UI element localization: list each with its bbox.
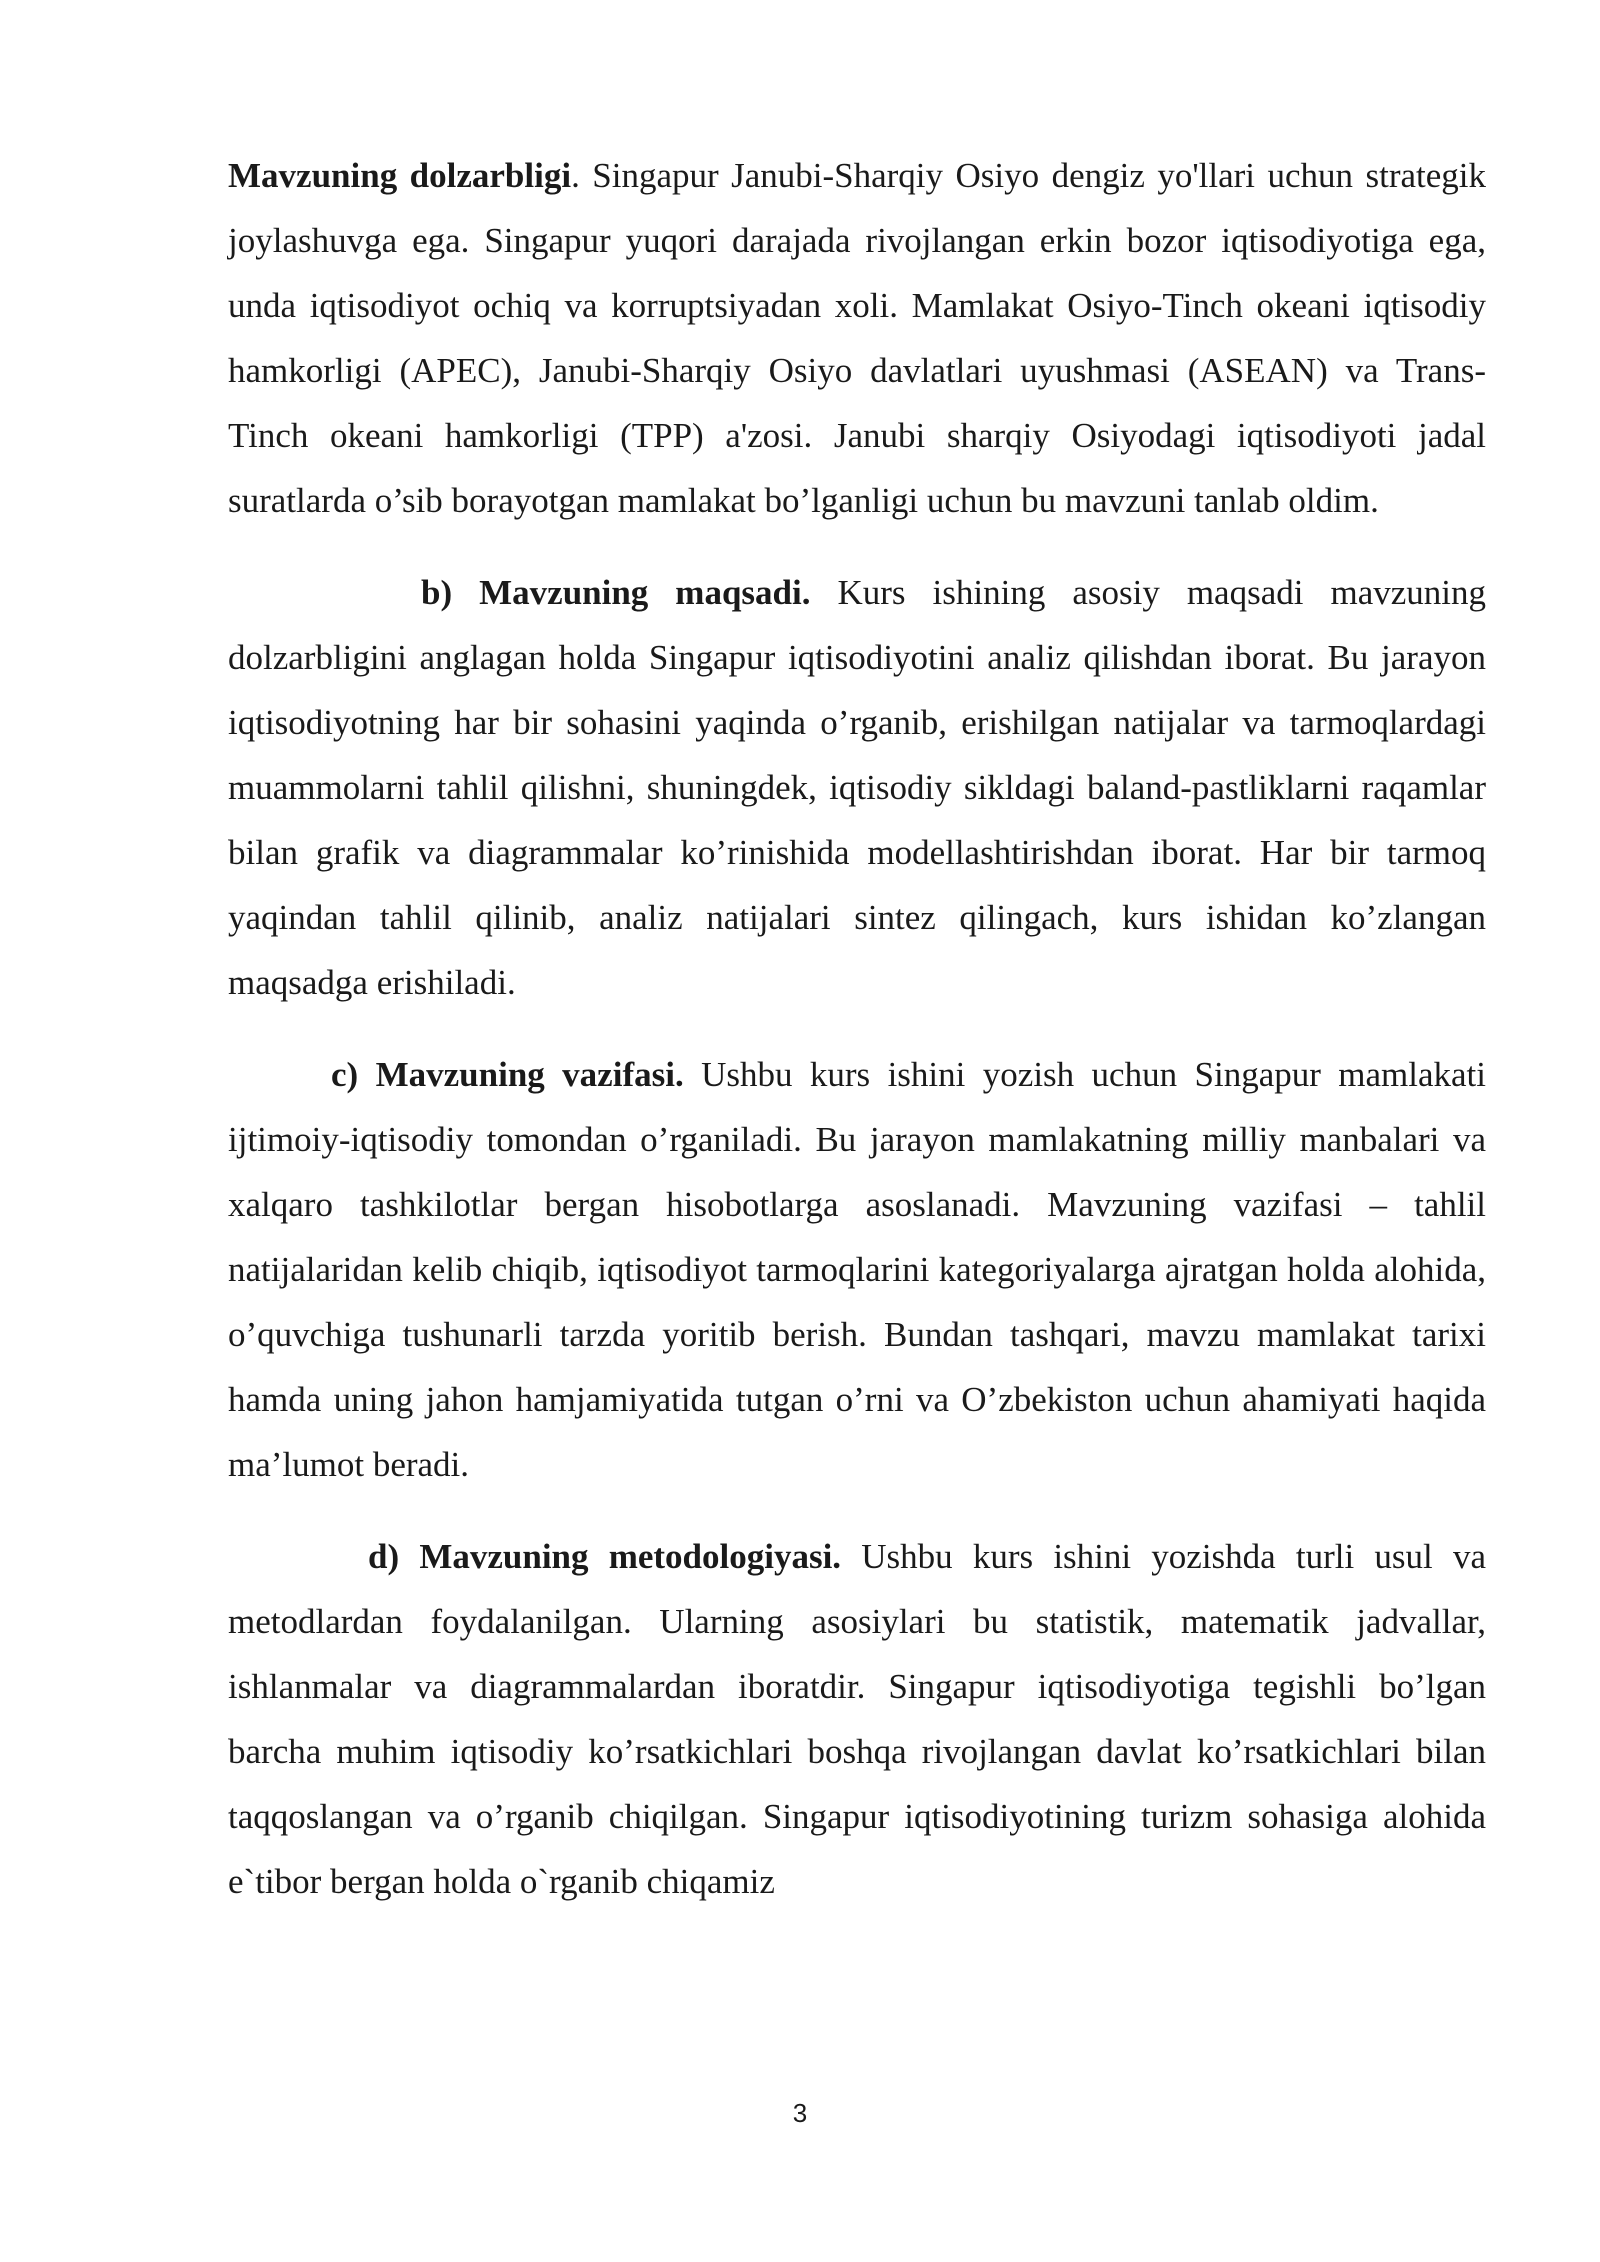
paragraph-text-relevance: . Singapur Janubi-Sharqiy Osiyo dengiz yo'llari uchun strategik joylashuvga ega. Singapur yuqori darajada rivojlangan erkin bozor iqtisodiyotiga ega, unda iqtisodiyot ochiq va korruptsiyadan xoli. Mamlakat Osiyo-Tinch okeani iqtisodiy hamkorligi (APEC), Janubi-Sharqiy Osiyo davlatlari uyushmasi (ASEAN) va Trans-Tinch okeani hamkorligi (TPP) a'zosi. Janubi sharqiy Osiyodagi iqtisodiyoti jadal suratlarda o’sib borayotgan mamlakat bo’lganligi uchun bu mavzuni tanlab oldim. — [228, 156, 1486, 520]
paragraph-task — [228, 1042, 1486, 1497]
page-body — [228, 143, 1486, 1941]
paragraph-goal — [228, 560, 1486, 1015]
paragraph-text-task: Ushbu kurs ishini yozish uchun Singapur mamlakati ijtimoiy-iqtisodiy tomondan o’rganiladi. Bu jarayon mamlakatning milliy manbalari va xalqaro tashkilotlar bergan hisobotlarga asoslanadi. Mavzuning vazifasi – tahlil natijalaridan kelib chiqib, iqtisodiyot tarmoqlarini kategoriyalarga ajratgan holda alohida, o’quvchiga tushunarli tarzda yoritib berish. Bundan tashqari, mavzu mamlakat tarixi hamda uning jahon hamjamiyatida tutgan o’rni va O’zbekiston uchun ahamiyati haqida ma’lumot beradi. — [228, 1055, 1487, 1484]
paragraph-methodology — [228, 1524, 1486, 1914]
paragraph-relevance — [228, 143, 1486, 533]
page-number: 3 — [792, 2098, 808, 2128]
paragraph-heading-methodology: d) Mavzuning metodologiyasi. — [368, 1537, 842, 1576]
paragraph-text-methodology: Ushbu kurs ishini yozishda turli usul va metodlardan foydalanilgan. Ularning asosiylari bu statistik, matematik jadvallar, ishlanmalar va diagrammalardan iboratdir. Singapur iqtisodiyotiga tegishli bo’lgan barcha muhim iqtisodiy ko’rsatkichlari boshqa rivojlangan davlat ko’rsatkichlari bilan taqqoslangan va o’rganib chiqilgan. Singapur iqtisodiyotining turizm sohasiga alohida e`tibor bergan holda o`rganib chiqamiz — [228, 1537, 1486, 1901]
paragraph-heading-goal: b) Mavzuning maqsadi. — [421, 573, 811, 612]
paragraph-heading-relevance: Mavzuning dolzarbligi — [228, 156, 572, 195]
paragraph-text-goal: Kurs ishining asosiy maqsadi mavzuning dolzarbligini anglagan holda Singapur iqtisodiyotini analiz qilishdan iborat. Bu jarayon iqtisodiyotning har bir sohasini yaqinda o’rganib, erishilgan natijalar va tarmoqlardagi muammolarni tahlil qilishni, shuningdek, iqtisodiy sikldagi baland-pastliklarni raqamlar bilan grafik va diagrammalar ko’rinishida modellashtirishdan iborat. Har bir tarmoq yaqindan tahlil qilinib, analiz natijalari sintez qilingach, kurs ishidan ko’zlangan maqsadga erishiladi. — [228, 573, 1486, 1002]
paragraph-heading-task: c) Mavzuning vazifasi. — [331, 1055, 684, 1094]
